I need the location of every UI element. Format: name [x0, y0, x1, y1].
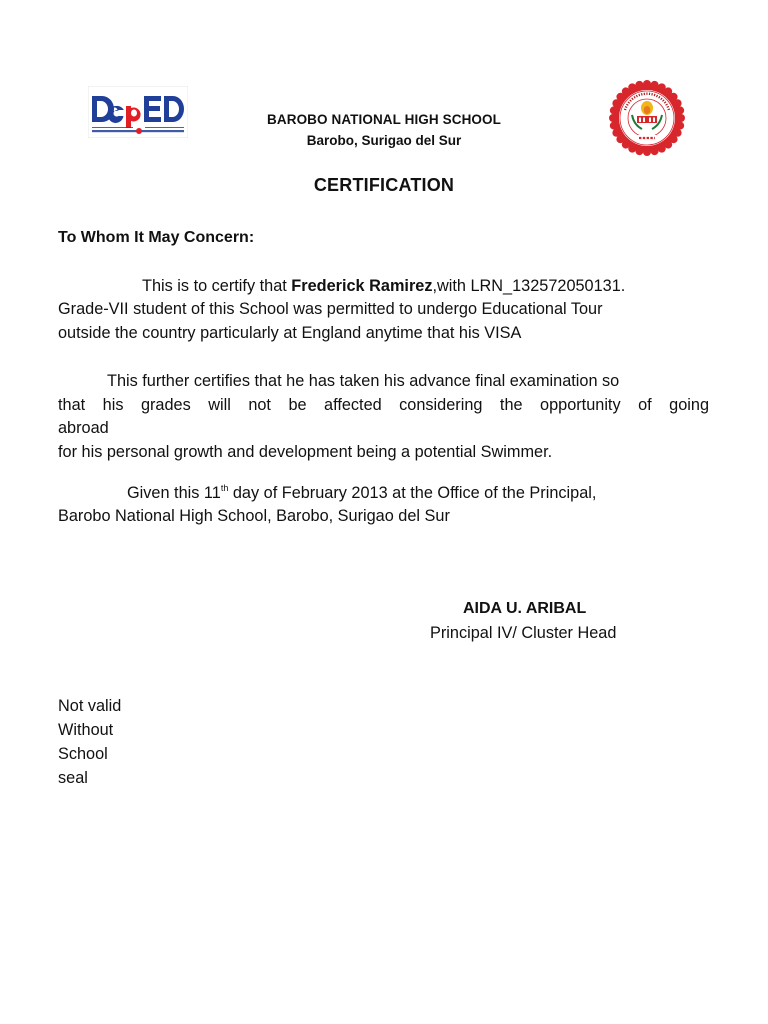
paragraph2-line2 [58, 395, 709, 415]
paragraph1-prefix: This is to certify that [142, 277, 292, 295]
note-line: seal [58, 769, 88, 787]
signatory-position: Principal IV/ Cluster Head [430, 624, 617, 642]
paragraph2-line3: abroad [58, 419, 109, 437]
seal-scallop [643, 80, 651, 88]
document-title: CERTIFICATION [313, 175, 455, 195]
paragraph2-line2-text: that his grades will not be affected considering the opportunity of going [58, 396, 709, 414]
paragraph1-lrn: ,with LRN_132572050131. [432, 277, 626, 295]
paragraph3-prefix: Given this 11 [127, 484, 221, 502]
seal-scallop [635, 81, 643, 89]
paragraph1-line3: outside the country particularly at England anytime that his VISA [58, 324, 522, 342]
seal-scallop [628, 83, 636, 91]
note-line: School [58, 745, 108, 763]
paragraph3-date: day of February 2013 at the Office of the Principal, [228, 484, 597, 502]
salutation: To Whom It May Concern: [58, 229, 255, 246]
school-name: BAROBO NATIONAL HIGH SCHOOL [267, 112, 501, 127]
seal-scallop [651, 81, 659, 89]
signatory-name: AIDA U. ARIBAL [463, 600, 587, 617]
paragraph1-line1 [142, 276, 625, 296]
paragraph2-line1: This further certifies that he has taken his advance final examination so [107, 372, 620, 390]
school-address: Barobo, Surigao del Sur [306, 133, 462, 148]
paragraph3-line2: Barobo National High School, Barobo, Surigao del Sur [58, 507, 450, 525]
day-suffix: th [220, 483, 229, 493]
note-line: Without [58, 721, 114, 739]
seal-scallop [643, 148, 651, 156]
paragraph1-line2: Grade-VII student of this School was permitted to undergo Educational Tour [58, 300, 603, 318]
paragraph2-line4: for his personal growth and development being a potential Swimmer. [58, 443, 553, 461]
seal-scallop [651, 147, 659, 155]
student-name: Frederick Ramirez [291, 277, 433, 295]
note-line: Not valid [58, 697, 122, 715]
paragraph3-line1 [127, 483, 596, 503]
seal-scallop [635, 147, 643, 155]
seal-scallop [674, 99, 682, 107]
